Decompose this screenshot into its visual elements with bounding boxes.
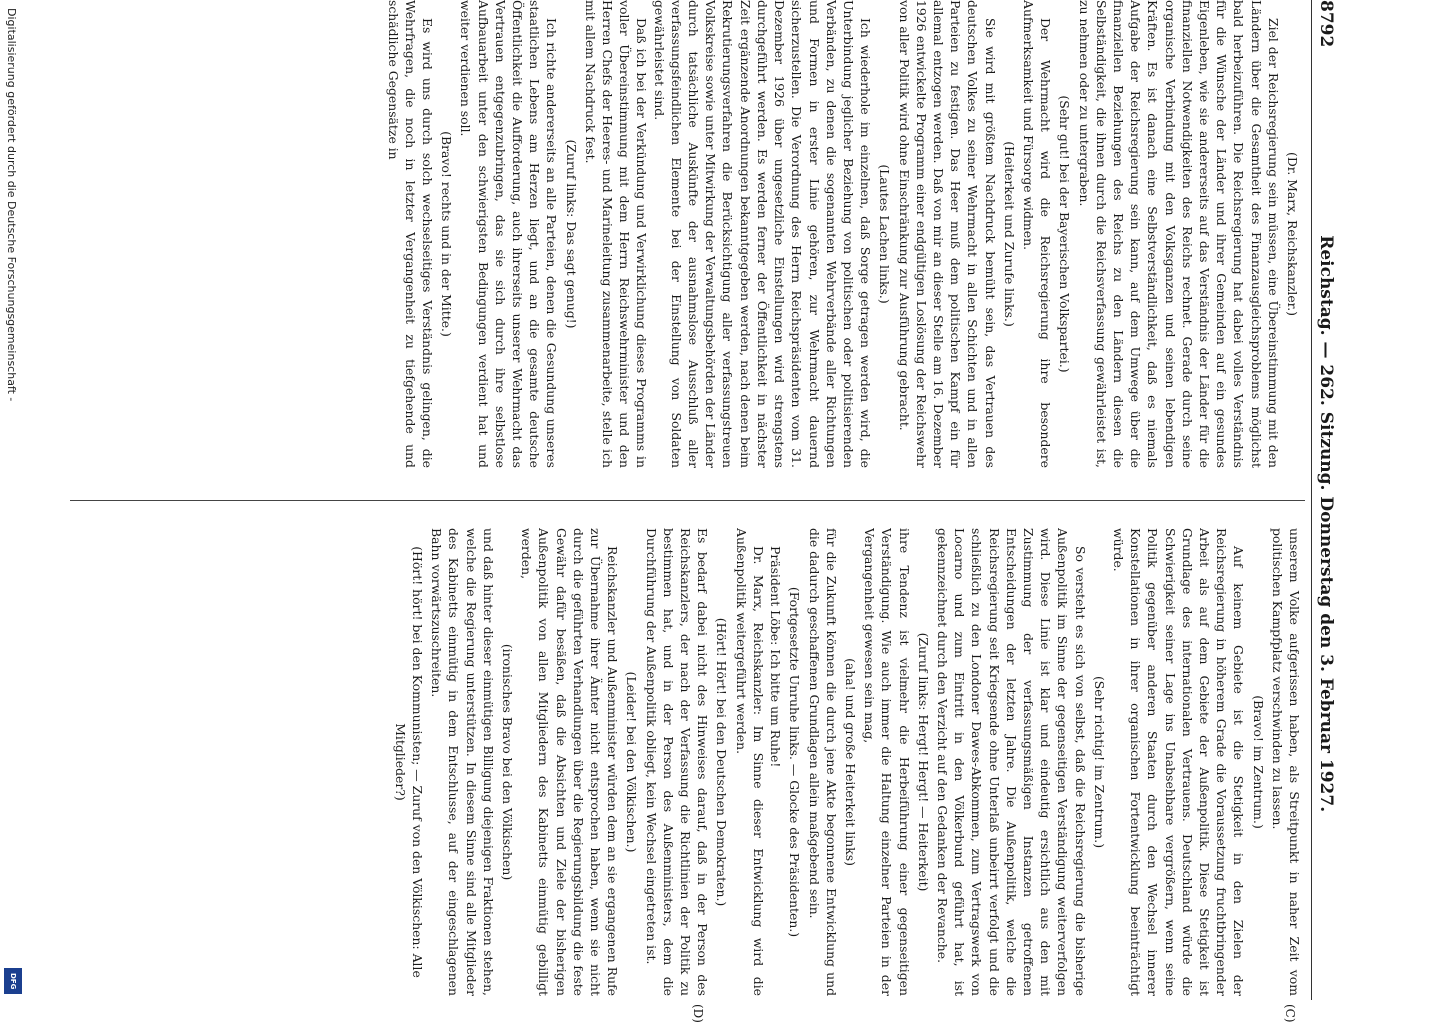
paragraph: Auf keinem Gebiete ist die Stetigkeit in den Zielen der Reichsregierung in höherem Grade die Voraussetzung fruchtbringender Arbeit als auf dem Gebiete der Außenpolitik. Diese Stetigkeit ist Grundlage des internationalen Vertrauens. Deutschland würde die Schwierigkeit seiner Lage ins Unabsehbare vergrößern, wenn seine Politik gegenüber anderen Staaten durch den Wechsel innerer Konstellationen in ihrer organischen Fortentwicklung beeinträchtigt würde. bbox=[1110, 528, 1247, 996]
interjection: (Bravo! im Zentrum.) bbox=[1250, 695, 1266, 829]
paragraph: Ich richte andererseits an alle Parteien, denen die Gesundung unseres staatlichen Lebens am Herzen liegt, und an die gesamte deutsche Öffentlichkeit die Aufforderung, auch ihrerseits unserer Wehrmacht das Vertrauen entgegenzubringen, das sie sich durch ihre selbstlose Aufbauarbeit unter den schwierigsten Bedingungen verdient hat und weiter verdienen soll. bbox=[458, 0, 560, 468]
margin-mark-d: (D) bbox=[691, 1004, 705, 1023]
paragraph: Ziel der Reichsregierung sein müssen, eine Übereinstimmung mit den Ländern über die Gesamtheit des Finanzausgleichsproblems möglichst bald herbeizuführen. Die Reichsregierung hat dabei volles Verständnis für die Wünsche der Länder und ihrer Gemeinden auf ein gesundes Eigenleben, wie sie andererseits auf das Verständnis der Länder für die finanziellen Notwendigkeiten des Reichs rechnet. Gerade durch seine organische Verbindung mit den Volksganzen und seinen lebendigen Kräften. Es ist danach eine Selbstverständlichkeit, daß es niemals Aufgabe der Reichsregierung sein kann, auf dem Umwege über die finanziellen Beziehungen des Reichs zu den Ländern diesen die Selbständigkeit, die ihnen durch die Reichsverfassung gewährleistet ist, zu nehmen oder zu untergraben. bbox=[1076, 0, 1281, 468]
paragraph: Dr. Marx, Reichskanzler: Im Sinne dieser Entwicklung wird die Außenpolitik weitergeführt werden. bbox=[733, 528, 766, 996]
interjection: (Sehr richtig! im Zentrum.) bbox=[1091, 675, 1107, 849]
column-divider bbox=[70, 500, 1305, 501]
interjection: (Leider! bei den Völkischen.) bbox=[624, 671, 640, 853]
paragraph: Sie wird mit größtem Nachdruck bemüht sein, das Vertrauen des deutschen Volkes zu seiner Wehrmacht in allen Schichten und in allen Parteien zu festigen. Das Heer muß dem politischen Kampf ein für allemal entzogen werden. Daß von mir an dieser Stelle am 16. Dezember 1926 entwickelte Programm einer endgültigen Loslösung der Reichswehr von aller Politik wird ohne Einschränkung zur Ausführung gebracht. bbox=[896, 0, 998, 468]
interjection: (Heiterkeit und Zurufe links.) bbox=[1001, 141, 1017, 327]
paragraph: Es bedarf dabei nicht des Hinweises darauf, daß in der Person des Reichskanzlers, der nach der Verfassung die Richtlinien der Politik zu bestimmen hat, und in der Person des Außenministers, dem die Durchführung der Außenpolitik obliegt, kein Wechsel eingetreten ist. bbox=[643, 528, 711, 996]
interjection: (Dr. Marx, Reichskanzler.) bbox=[1285, 151, 1300, 316]
right-column bbox=[73, 528, 1303, 996]
paragraph: ihre Tendenz ist vielmehr die Herbeiführung einer gegenseitigen Verständigung. Wie auch immer die Haltung einzelner Parteien in der Vergangenheit gewesen sein mag, bbox=[862, 528, 912, 996]
interjection: (Hört! hört! bei den Kommunisten; — Zuruf von den Völkischen: Alle Mitglieder?) bbox=[392, 546, 426, 978]
interjection: (Zuruf links: Hergt! Hergt! — Heiterkeit) bbox=[915, 632, 931, 892]
interjection: (ironisches Bravo bei den Völkischen) bbox=[500, 643, 516, 881]
paragraph: Es wird uns durch solch wechselseitiges Verständnis gelingen, die Wehrfragen, die noch in letzter Vergangenheit zu tiefgehende und schädliche Gegensätze in bbox=[385, 0, 436, 468]
paragraph: Reichskanzler und Außenminister würden dem an sie ergangenen Rufe zur Übernahme ihrer Ämter nicht entsprochen haben, wenn sie nicht durch die geführten Verhandlungen über die Regierungsbildung die feste Gewähr dafür besäßen, daß die Absichten und Ziele der bisherigen Außenpolitik von allen Mitgliedern des Kabinetts einmütig gebilligt werden, bbox=[519, 528, 621, 996]
margin-mark-c: (C) bbox=[1283, 1004, 1297, 1023]
paragraph: Der Wehrmacht wird die Reichsregierung ihre besondere Aufmerksamkeit und Fürsorge widmen. bbox=[1020, 0, 1054, 468]
interjection: (Bravo! rechts und in der Mitte.) bbox=[439, 131, 455, 337]
interjection: (Hört! Hört! bei den Deutschen Demokraten.) bbox=[714, 617, 730, 907]
scanned-page bbox=[60, 0, 1345, 1023]
interjection: (Zuruf links: Das sagt genug!) bbox=[563, 139, 579, 329]
paragraph: Daß ich bei der Verkündung und Verwirklichung dieses Programms in voller Übereinstimmung mit dem Herrn Reichswehrminister und den Herren Chefs der Heeres- und Marineleitung zusammenarbeite, stelle ich mit allem Nachdruck fest. bbox=[582, 0, 650, 468]
paragraph: für die Zukunft können die durch jene Akte begonnene Entwicklung und die dadurch geschaffenen Grundlagen allein maßgebend sein. bbox=[806, 528, 839, 996]
page-title: Reichstag. — 262. Sitzung. Donnerstag den 3. Februar 1927. bbox=[1316, 235, 1336, 813]
left-column bbox=[73, 0, 1303, 468]
paragraph: Präsident Löbe: Ich bitte um Ruhe! bbox=[768, 546, 784, 768]
paragraph: und daß hinter dieser einmütigen Billigung diejenigen Fraktionen stehen, welche die Regierung unterstützen. In diesem Sinne sind alle Mitglieder des Kabinetts einmütig in dem Entschlusse, auf der eingeschlagenen Bahn vorwärtszuschreiten. bbox=[429, 528, 496, 996]
interjection: (Lautes Lachen links.) bbox=[877, 164, 893, 304]
digitization-credit bbox=[2, 0, 24, 1000]
paragraph: Ich wiederhole im einzelnen, daß Sorge getragen werden wird, die Unterbindung jeglicher Beziehung von politischen oder politisierenden Verbänden, zu denen die sogenannten Wehrverbände aller Richtungen und Formen in erster Linie gehören, zur Wehrmacht dauernd sicherzustellen. Die Verordnung des Herrn Reichspräsidenten vom 31. Dezember 1926 über ungesetzliche Einstellungen wird strengstens durchgeführt werden. Es werden ferner der Öffentlichkeit in nächster Zeit ergänzende Anordnungen bekanntgegeben werden, nach denen beim Rekrutierungsverfahren die Berücksichtigung aller verfassungstreuen Volkskreise sowie unter Mitwirkung der Verwaltungsbehörden der Länder durch tatsächliche Auskünfte der ausnahmslose Ausschluß aller verfassungsfeindlichen Elemente bei der Einstellung von Soldaten gewährleistet sind. bbox=[651, 0, 874, 468]
interjection: (Sehr gut! bei der Bayerischen Volkspartei.) bbox=[1057, 95, 1073, 373]
page-header bbox=[1311, 0, 1345, 1000]
interjection: (Fortgesetzte Unruhe links. — Glocke des Präsidenten.) bbox=[787, 586, 803, 938]
interjection: (aha! und große Heiterkeit links) bbox=[842, 658, 858, 866]
credit-text: Digitalisierung gefördert durch die Deutsche Forschungsgemeinschaft - bbox=[5, 8, 18, 402]
paragraph: unserem Volke aufgerissen haben, als Streitpunkt in naher Zeit vom politischen Kampfplatz verschwinden zu lassen. bbox=[1269, 528, 1302, 996]
paragraph: So versteht es sich von selbst, daß die Reichsregierung die bisherige Außenpolitik im Sinne der gegenseitigen Verständigung weiterverfolgen wird. Diese Linie ist klar und eindeutig ersichtlich aus den mit Zustimmung der verfassungsmäßigen Instanzen getroffenen Entscheidungen der letzten Jahre. Die Außenpolitik, welche die Reichsregierung seit Kriegsende ohne Unterlaß unbeirrt verfolgt und die schließlich zu den Londoner Dawes-Abkommen, zum Vertragswerk von Locarno und zum Eintritt in den Völkerbund geführt hat, ist gekennzeichnet durch den Verzicht auf den Gedanken der Revanche. bbox=[934, 528, 1088, 996]
dfg-logo: DFG bbox=[4, 968, 22, 994]
page-number: 8792 bbox=[1316, 0, 1336, 48]
